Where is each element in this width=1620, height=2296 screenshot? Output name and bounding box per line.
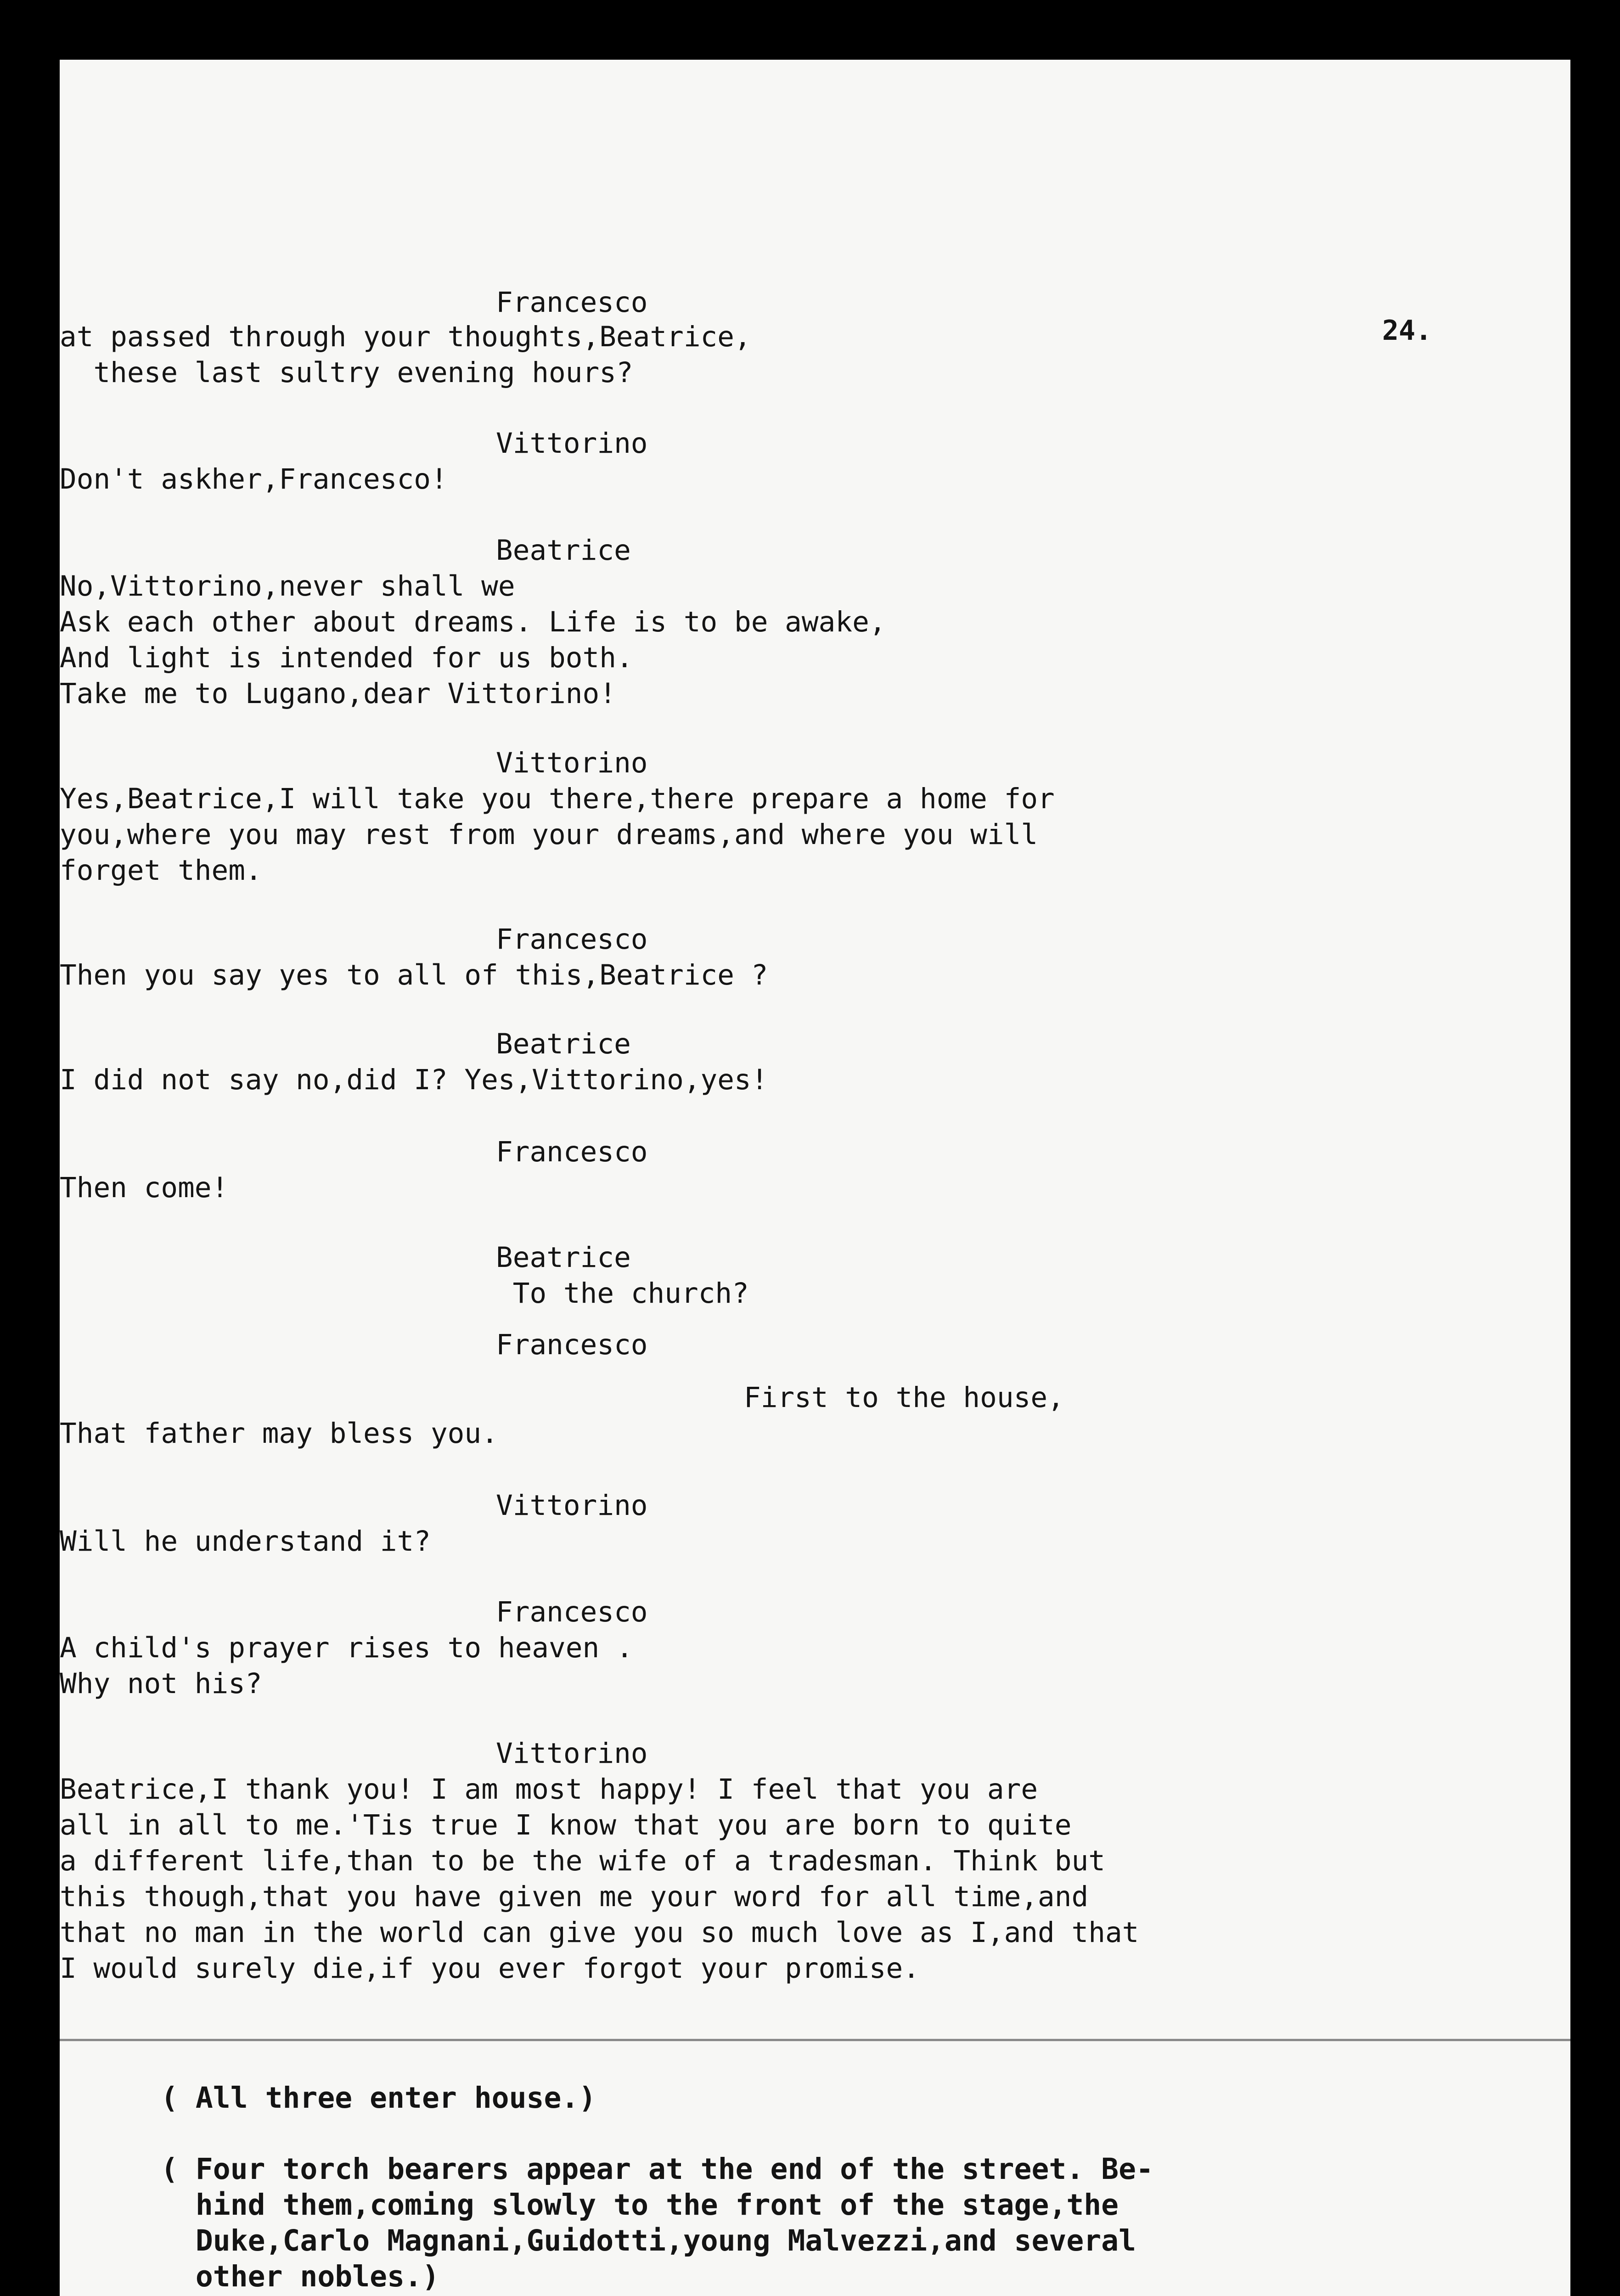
typescript-page [60,60,1570,2296]
dialogue-line: No,Vittorino,never shall we [60,570,515,602]
dialogue-line: Beatrice,I thank you! I am most happy! I feel that you are [60,1773,1038,1806]
speaker-name: Beatrice [496,1028,631,1060]
dialogue-line: Then you say yes to all of this,Beatrice ? [60,959,768,991]
dialogue-line: this though,that you have given me your word for all time,and [60,1880,1089,1913]
speaker-name: Vittorino [496,747,648,779]
dialogue-line: That father may bless you. [60,1417,498,1450]
dialogue-line: Don't askher,Francesco! [60,463,448,495]
dialogue-line: A child's prayer rises to heaven . [60,1632,633,1664]
speaker-name: Vittorino [496,1489,648,1522]
speaker-name: Francesco [496,1596,648,1628]
speaker-name: Beatrice [496,534,631,567]
speaker-name: Vittorino [496,427,648,460]
speaker-name: Francesco [496,1136,648,1168]
dialogue-line: a different life,than to be the wife of a tradesman. Think but [60,1845,1105,1877]
dialogue-line: First to the house, [744,1381,1064,1414]
dialogue-line: Will he understand it? [60,1525,431,1558]
stage-direction-inline: To the church? [496,1277,749,1310]
stage-direction: Duke,Carlo Magnani,Guidotti,young Malvezzi,and several [161,2224,1136,2257]
dialogue-line: Take me to Lugano,dear Vittorino! [60,677,616,710]
dialogue-line: you,where you may rest from your dreams,and where you will [60,818,1038,851]
page-number: 24. [1382,315,1432,347]
stage-direction: other nobles.) [161,2260,439,2293]
dialogue-line: Why not his? [60,1667,262,1700]
dialogue-line: that no man in the world can give you so much love as I,and that [60,1916,1139,1949]
page-fold-line [60,2039,1570,2041]
dialogue-line: Then come! [60,1171,229,1204]
dialogue-line: Ask each other about dreams. Life is to be awake, [60,606,886,638]
dialogue-line: I did not say no,did I? Yes,Vittorino,yes! [60,1064,768,1096]
dialogue-line: all in all to me.'Tis true I know that you are born to quite [60,1809,1072,1841]
speaker-name: Francesco [496,1328,648,1361]
dialogue-line: these last sultry evening hours? [60,356,633,389]
dialogue-line: Yes,Beatrice,I will take you there,there prepare a home for [60,782,1055,815]
speaker-name: Beatrice [496,1241,631,1274]
speaker-name: Francesco [496,923,648,956]
dialogue-line: I would surely die,if you ever forgot your promise. [60,1952,920,1985]
speaker-name: Francesco [496,286,648,319]
stage-direction: ( Four torch bearers appear at the end of the street. Be- [161,2152,1153,2186]
dialogue-line: And light is intended for us both. [60,642,633,674]
stage-direction: hind them,coming slowly to the front of the stage,the [161,2188,1119,2222]
stage-direction: ( All three enter house.) [161,2081,596,2115]
dialogue-line: forget them. [60,854,262,887]
speaker-name: Vittorino [496,1737,648,1770]
dialogue-line: at passed through your thoughts,Beatrice, [60,321,751,353]
